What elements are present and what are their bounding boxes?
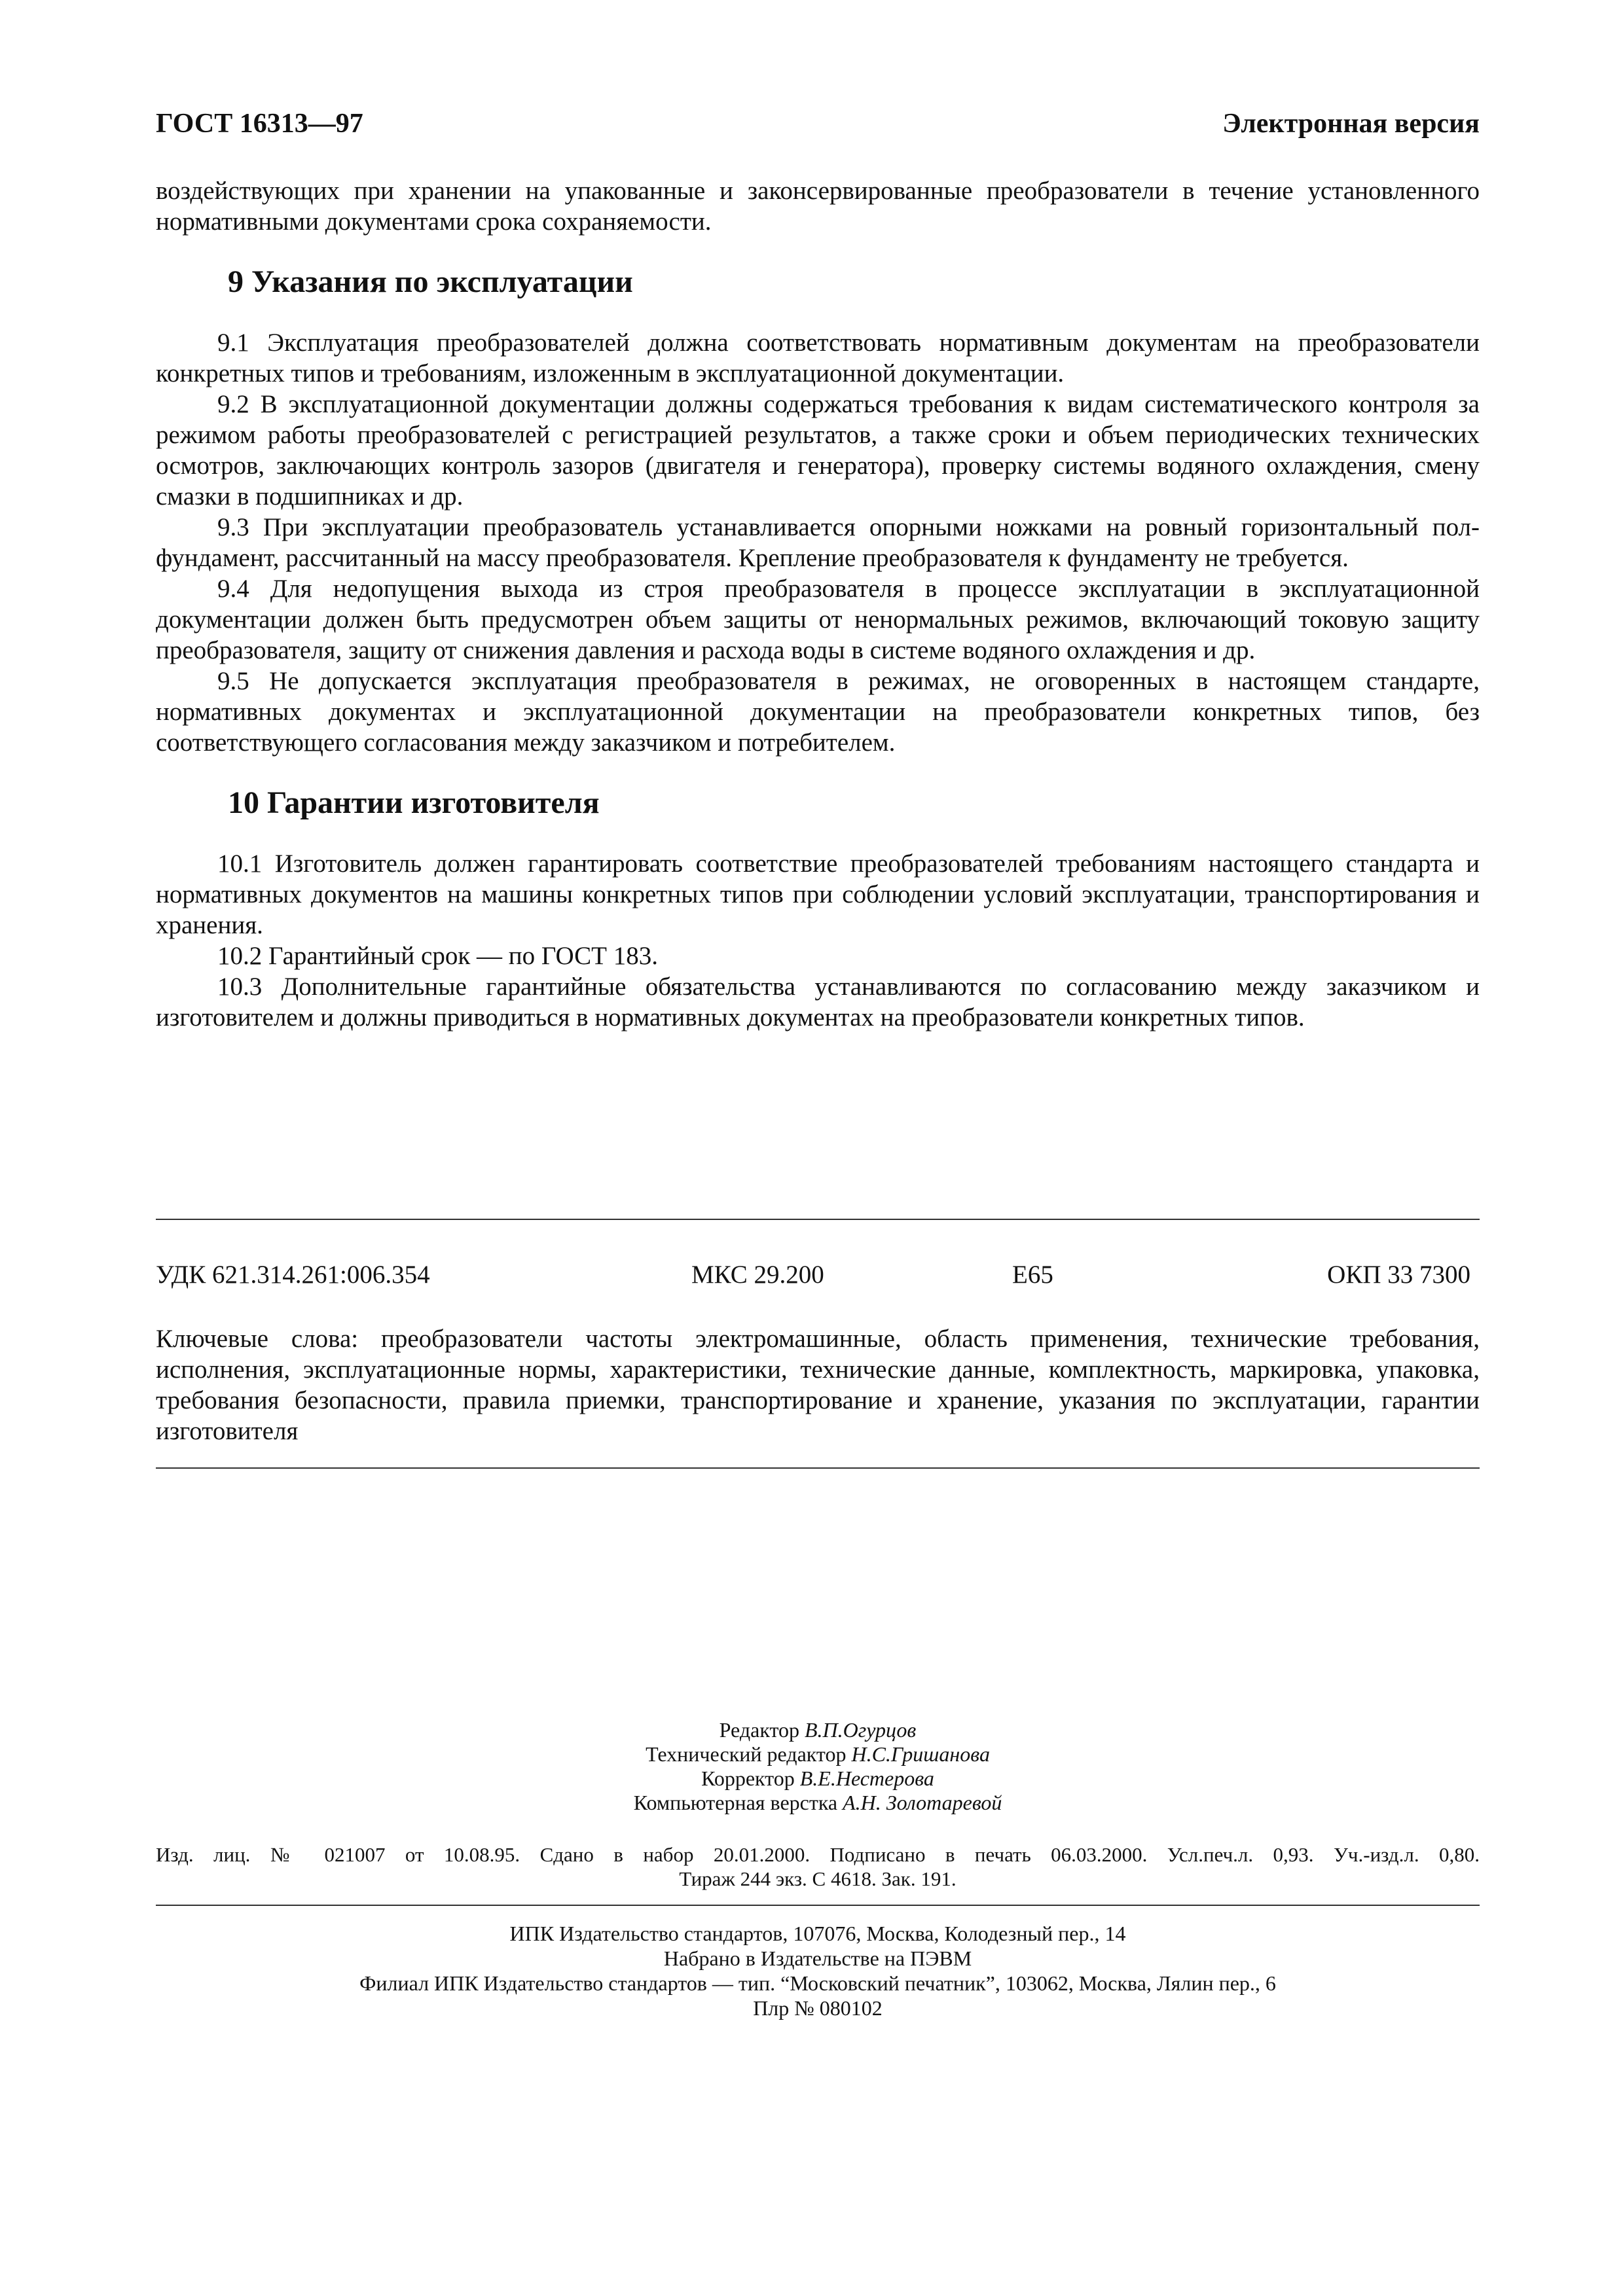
document-page: [156, 0, 1480, 2296]
paragraph-9-4: 9.4 Для недопущения выхода из строя преобразователя в процессе эксплуатации в эксплуатационной документации должен быть предусмотрен объем защиты от ненормальных режимов, включающий токовую защиту преобразователя, защиту от снижения давления и расхода воды в системе водяного охлаждения и др.: [156, 575, 1480, 664]
publisher-line-4: Плр № 080102: [753, 1996, 883, 2020]
credit-role: Редактор: [719, 1718, 799, 1742]
mks-code: МКС 29.200: [691, 1261, 824, 1289]
edition-label: Электронная версия: [1222, 109, 1480, 139]
credit-name: А.Н. Золотаревой: [843, 1791, 1002, 1814]
credit-name: Н.С.Гришанова: [851, 1742, 990, 1766]
divider-imprint: [156, 1905, 1480, 1906]
credit-proofreader: [156, 1767, 1480, 1791]
running-header: [156, 108, 1480, 147]
publisher-line-3: Филиал ИПК Издательство стандартов — тип. “Московский печатник”, 103062, Москва, Лялин пер., 6: [359, 1971, 1276, 1995]
standard-number: ГОСТ 16313—97: [156, 109, 363, 139]
imprint-line-2: Тираж 244 экз. С 4618. Зак. 191.: [679, 1867, 957, 1890]
credits: [156, 1718, 1480, 1815]
credit-role: Компьютерная верстка: [633, 1791, 838, 1814]
credit-editor: [156, 1718, 1480, 1742]
paragraph-9-1: 9.1 Эксплуатация преобразователей должна соответствовать нормативным документам на преобразователи конкретных типов и требованиям, изложенным в эксплуатационной документации.: [156, 329, 1480, 387]
main-text: [156, 175, 1480, 1033]
credit-name: В.П.Огурцов: [805, 1718, 917, 1742]
imprint-line-1: Изд. лиц. № 021007 от 10.08.95. Сдано в набор 20.01.2000. Подписано в печать 06.03.2000. Усл.печ.л. 0,93. Уч.-изд.л. 0,80.: [156, 1843, 1480, 1866]
paragraph-9-2: 9.2 В эксплуатационной документации должны содержаться требования к видам систематического контроля за режимом работы преобразователей с регистрацией результатов, а также сроки и объем периодических технических осмотров, заключающих контроль зазоров (двигателя и генератора), проверку системы водяного охлаждения, смену смазки в подшипниках и др.: [156, 390, 1480, 511]
classification-codes: [156, 1260, 1480, 1293]
publisher-line-1: ИПК Издательство стандартов, 107076, Москва, Колодезный пер., 14: [509, 1922, 1126, 1945]
credit-layout: [156, 1791, 1480, 1815]
imprint: [156, 1842, 1480, 1891]
paragraph-10-2: 10.2 Гарантийный срок — по ГОСТ 183.: [217, 942, 658, 970]
credit-role: Технический редактор: [646, 1742, 847, 1766]
section-10-title: 10 Гарантии изготовителя: [228, 785, 600, 820]
publisher-info: [156, 1921, 1480, 2020]
section-9-title: 9 Указания по эксплуатации: [228, 264, 633, 299]
okp-code: ОКП 33 7300: [1327, 1261, 1470, 1289]
udk-code: УДК 621.314.261:006.354: [156, 1261, 430, 1289]
publisher-line-2: Набрано в Издательстве на ПЭВМ: [663, 1946, 972, 1970]
divider-top: [156, 1219, 1480, 1220]
intro-paragraph: воздействующих при хранении на упакованные и законсервированные преобразователи в течение установленного нормативными документами срока сохраняемости.: [156, 177, 1480, 236]
group-code: Е65: [1012, 1261, 1053, 1289]
credit-tech-editor: [156, 1742, 1480, 1767]
keywords: Ключевые слова: преобразователи частоты электромашинные, область применения, технические требования, исполнения, эксплуатационные нормы, характеристики, технические данные, комплектность, маркировка, упаковка, требования безопасности, правила приемки, транспортирование и хранение, указания по эксплуатации, гарантии изготовителя: [156, 1325, 1480, 1445]
paragraph-9-3: 9.3 При эксплуатации преобразователь устанавливается опорными ножками на ровный горизонтальный пол-фундамент, рассчитанный на массу преобразователя. Крепление преобразователя к фундаменту не требуется.: [156, 513, 1480, 572]
credit-role: Корректор: [701, 1767, 795, 1790]
paragraph-10-1: 10.1 Изготовитель должен гарантировать соответствие преобразователей требованиям настоящего стандарта и нормативных документов на машины конкретных типов при соблюдении условий эксплуатации, транспортирования и хранения.: [156, 850, 1480, 939]
credit-name: В.Е.Нестерова: [799, 1767, 934, 1790]
divider-keywords: [156, 1467, 1480, 1469]
paragraph-9-5: 9.5 Не допускается эксплуатация преобразователя в режимах, не оговоренных в настоящем стандарте, нормативных документах и эксплуатационной документации на преобразователи конкретных типов, без соответствующего согласования между заказчиком и потребителем.: [156, 667, 1480, 757]
paragraph-10-3: 10.3 Дополнительные гарантийные обязательства устанавливаются по согласованию между заказчиком и изготовителем и должны приводиться в нормативных документах на преобразователи конкретных типов.: [156, 973, 1480, 1031]
